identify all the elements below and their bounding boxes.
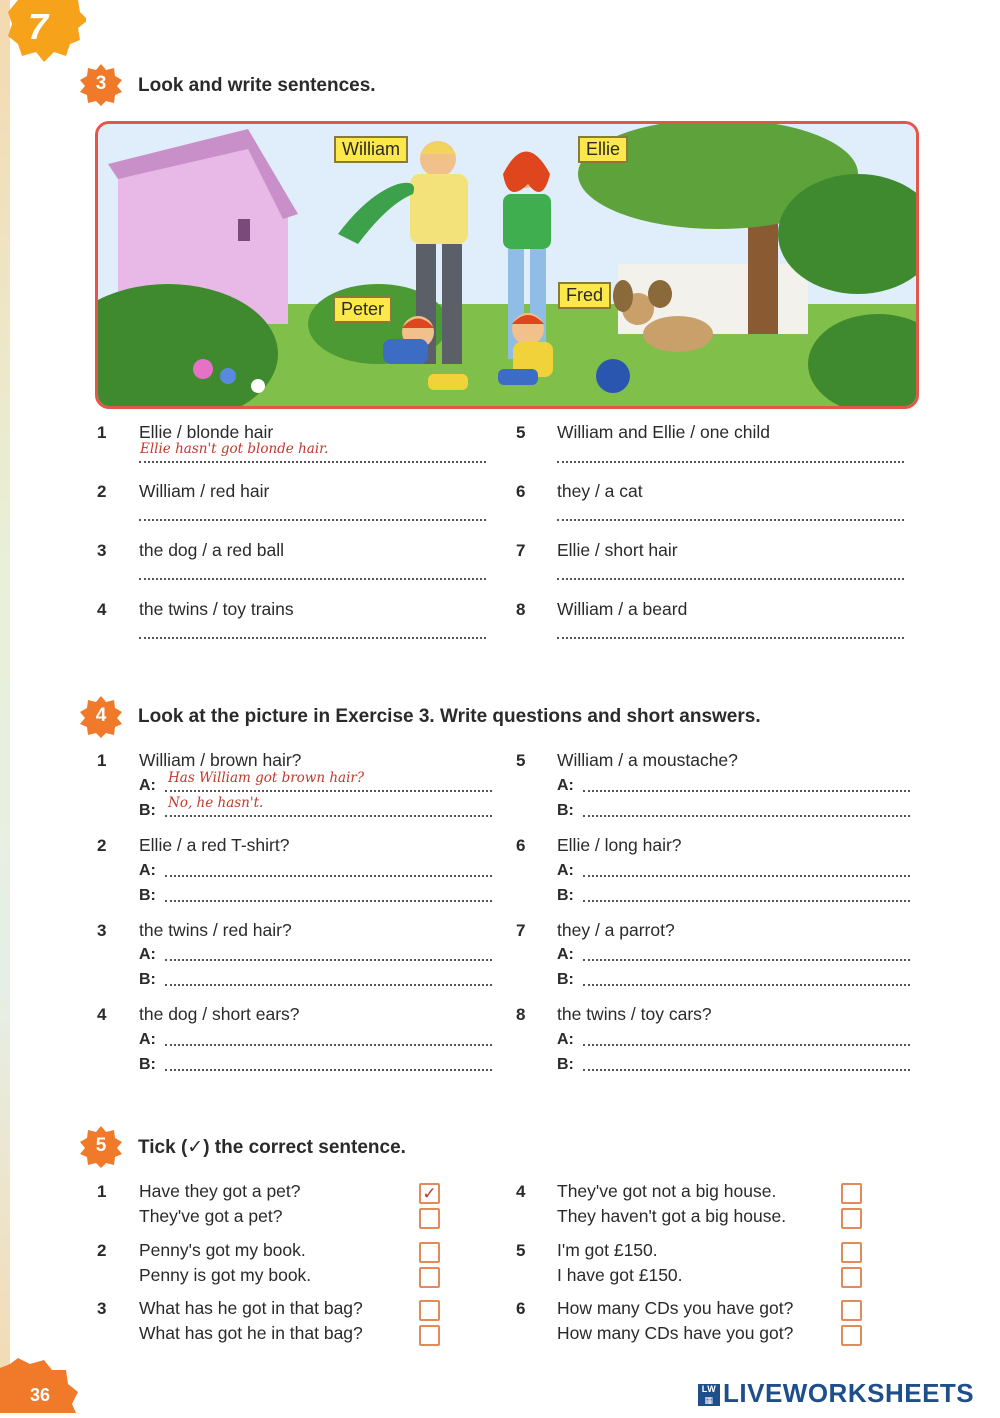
item-number: 6	[516, 1299, 526, 1318]
a-label: A:	[557, 946, 574, 963]
a-label: A:	[557, 1031, 574, 1048]
unit-badge	[8, 0, 86, 70]
exercise-number: 3	[95, 73, 107, 94]
sentence-option: They've got not a big house.	[557, 1181, 777, 1201]
garden-scene-illustration	[98, 124, 916, 406]
a-label: A:	[557, 777, 574, 794]
item-number: 2	[97, 1241, 107, 1260]
sentence-option: They've got a pet?	[139, 1206, 283, 1226]
answer-line[interactable]	[557, 519, 904, 521]
item-number: 3	[97, 541, 107, 560]
answer-line[interactable]	[139, 578, 486, 580]
page-number-badge	[0, 1358, 78, 1413]
item-number: 4	[516, 1182, 526, 1201]
tick-box[interactable]	[419, 1325, 440, 1346]
b-label: B:	[557, 802, 574, 819]
item-number: 2	[97, 482, 107, 501]
item-prompt: the dog / a red ball	[139, 540, 284, 560]
a-label: A:	[139, 862, 156, 879]
item-prompt: Ellie / a red T-shirt?	[139, 835, 290, 855]
answer-line[interactable]	[557, 461, 904, 463]
b-label: B:	[139, 887, 156, 904]
answer-a-line[interactable]	[583, 790, 910, 792]
item-number: 8	[516, 1005, 526, 1024]
answer-b-line[interactable]	[583, 984, 910, 986]
answer-line[interactable]	[139, 519, 486, 521]
answer-text: Ellie hasn't got blonde hair.	[140, 441, 329, 457]
item-prompt: Ellie / blonde hair	[139, 422, 274, 442]
answer-b-line[interactable]	[165, 984, 492, 986]
tick-box[interactable]	[419, 1242, 440, 1263]
answer-b-line[interactable]	[165, 1069, 492, 1071]
item-number: 5	[516, 1241, 526, 1260]
item-prompt: the twins / red hair?	[139, 920, 292, 940]
label-william: William	[334, 136, 408, 163]
liveworksheets-logo-icon: LW ▦	[698, 1384, 720, 1406]
label-ellie: Ellie	[578, 136, 628, 163]
exercise-5-title: Tick (✓) the correct sentence.	[138, 1137, 406, 1158]
sentence-option: Have they got a pet?	[139, 1181, 301, 1201]
tick-box[interactable]	[419, 1267, 440, 1288]
answer-line[interactable]	[139, 461, 486, 463]
answer-b-line[interactable]	[583, 1069, 910, 1071]
item-number: 7	[516, 921, 526, 940]
sentence-option: I have got £150.	[557, 1265, 683, 1285]
item-number: 7	[516, 541, 526, 560]
answer-line[interactable]	[139, 637, 486, 639]
tick-box[interactable]	[841, 1300, 862, 1321]
answer-b-line[interactable]	[583, 815, 910, 817]
brand-name: LIVEWORKSHEETS	[723, 1378, 975, 1408]
item-number: 5	[516, 423, 526, 442]
b-label: B:	[557, 887, 574, 904]
answer-a-line[interactable]	[583, 875, 910, 877]
item-prompt: Ellie / long hair?	[557, 835, 682, 855]
answer-b-line[interactable]	[165, 900, 492, 902]
exercise-number: 4	[95, 705, 107, 726]
page-edge-decoration	[0, 0, 10, 1413]
item-number: 4	[97, 600, 107, 619]
family-picture	[95, 121, 919, 409]
answer-a-line[interactable]	[165, 1044, 492, 1046]
item-prompt: William / a beard	[557, 599, 688, 619]
item-prompt: they / a cat	[557, 481, 643, 501]
item-prompt: Ellie / short hair	[557, 540, 678, 560]
a-label: A:	[139, 777, 156, 794]
exercise-number: 5	[95, 1135, 107, 1156]
exercise-3-badge	[80, 64, 122, 106]
item-number: 3	[97, 1299, 107, 1318]
answer-b-line[interactable]	[165, 815, 492, 817]
exercise-4-badge	[80, 696, 122, 738]
item-number: 1	[97, 423, 107, 442]
a-label: A:	[557, 862, 574, 879]
item-prompt: the twins / toy cars?	[557, 1004, 712, 1024]
sentence-option: They haven't got a big house.	[557, 1206, 787, 1226]
answer-a-line[interactable]	[165, 959, 492, 961]
item-prompt: the twins / toy trains	[139, 599, 294, 619]
item-prompt: the dog / short ears?	[139, 1004, 300, 1024]
item-prompt: William and Ellie / one child	[557, 422, 771, 442]
sentence-option: Penny's got my book.	[139, 1240, 306, 1260]
sentence-option: I'm got £150.	[557, 1240, 658, 1260]
sentence-option: Penny is got my book.	[139, 1265, 312, 1285]
answer-a-line[interactable]	[583, 1044, 910, 1046]
item-number: 6	[516, 836, 526, 855]
a-label: A:	[139, 1031, 156, 1048]
item-prompt: William / brown hair?	[139, 750, 302, 770]
answer-a-line[interactable]	[165, 875, 492, 877]
sentence-option: What has he got in that bag?	[139, 1298, 363, 1318]
item-number: 4	[97, 1005, 107, 1024]
answer-line[interactable]	[557, 578, 904, 580]
item-number: 8	[516, 600, 526, 619]
b-label: B:	[557, 1056, 574, 1073]
answer-b-line[interactable]	[583, 900, 910, 902]
item-number: 5	[516, 751, 526, 770]
b-label: B:	[139, 802, 156, 819]
exercise-4-title: Look at the picture in Exercise 3. Write questions and short answers.	[138, 706, 761, 727]
answer-b-text: No, he hasn't.	[168, 795, 264, 811]
sentence-option: How many CDs have you got?	[557, 1323, 794, 1343]
tick-box[interactable]	[841, 1267, 862, 1288]
item-prompt: William / a moustache?	[557, 750, 738, 770]
page-number: 36	[30, 1385, 51, 1405]
tick-box[interactable]	[419, 1208, 440, 1229]
label-fred: Fred	[558, 282, 611, 309]
answer-a-line[interactable]	[583, 959, 910, 961]
sentence-option: What has got he in that bag?	[139, 1323, 363, 1343]
answer-a-line[interactable]	[165, 790, 492, 792]
a-label: A:	[139, 946, 156, 963]
item-number: 1	[97, 1182, 107, 1201]
b-label: B:	[139, 971, 156, 988]
tick-box[interactable]	[841, 1325, 862, 1346]
sentence-option: How many CDs you have got?	[557, 1298, 794, 1318]
brand-logo	[698, 1378, 974, 1409]
b-label: B:	[139, 1056, 156, 1073]
tick-box[interactable]	[419, 1183, 440, 1204]
item-number: 1	[97, 751, 107, 770]
item-number: 2	[97, 836, 107, 855]
answer-line[interactable]	[557, 637, 904, 639]
item-number: 6	[516, 482, 526, 501]
tick-box[interactable]	[841, 1208, 862, 1229]
tick-box[interactable]	[419, 1300, 440, 1321]
exercise-3-title: Look and write sentences.	[138, 75, 376, 96]
item-prompt: they / a parrot?	[557, 920, 675, 940]
item-number: 3	[97, 921, 107, 940]
b-label: B:	[557, 971, 574, 988]
tick-box[interactable]	[841, 1183, 862, 1204]
label-peter: Peter	[333, 296, 392, 323]
tick-mark: ✓	[422, 1184, 437, 1203]
unit-number: 7	[28, 6, 49, 47]
answer-a-text: Has William got brown hair?	[168, 770, 365, 786]
item-prompt: William / red hair	[139, 481, 270, 501]
exercise-5-badge	[80, 1126, 122, 1168]
tick-box[interactable]	[841, 1242, 862, 1263]
